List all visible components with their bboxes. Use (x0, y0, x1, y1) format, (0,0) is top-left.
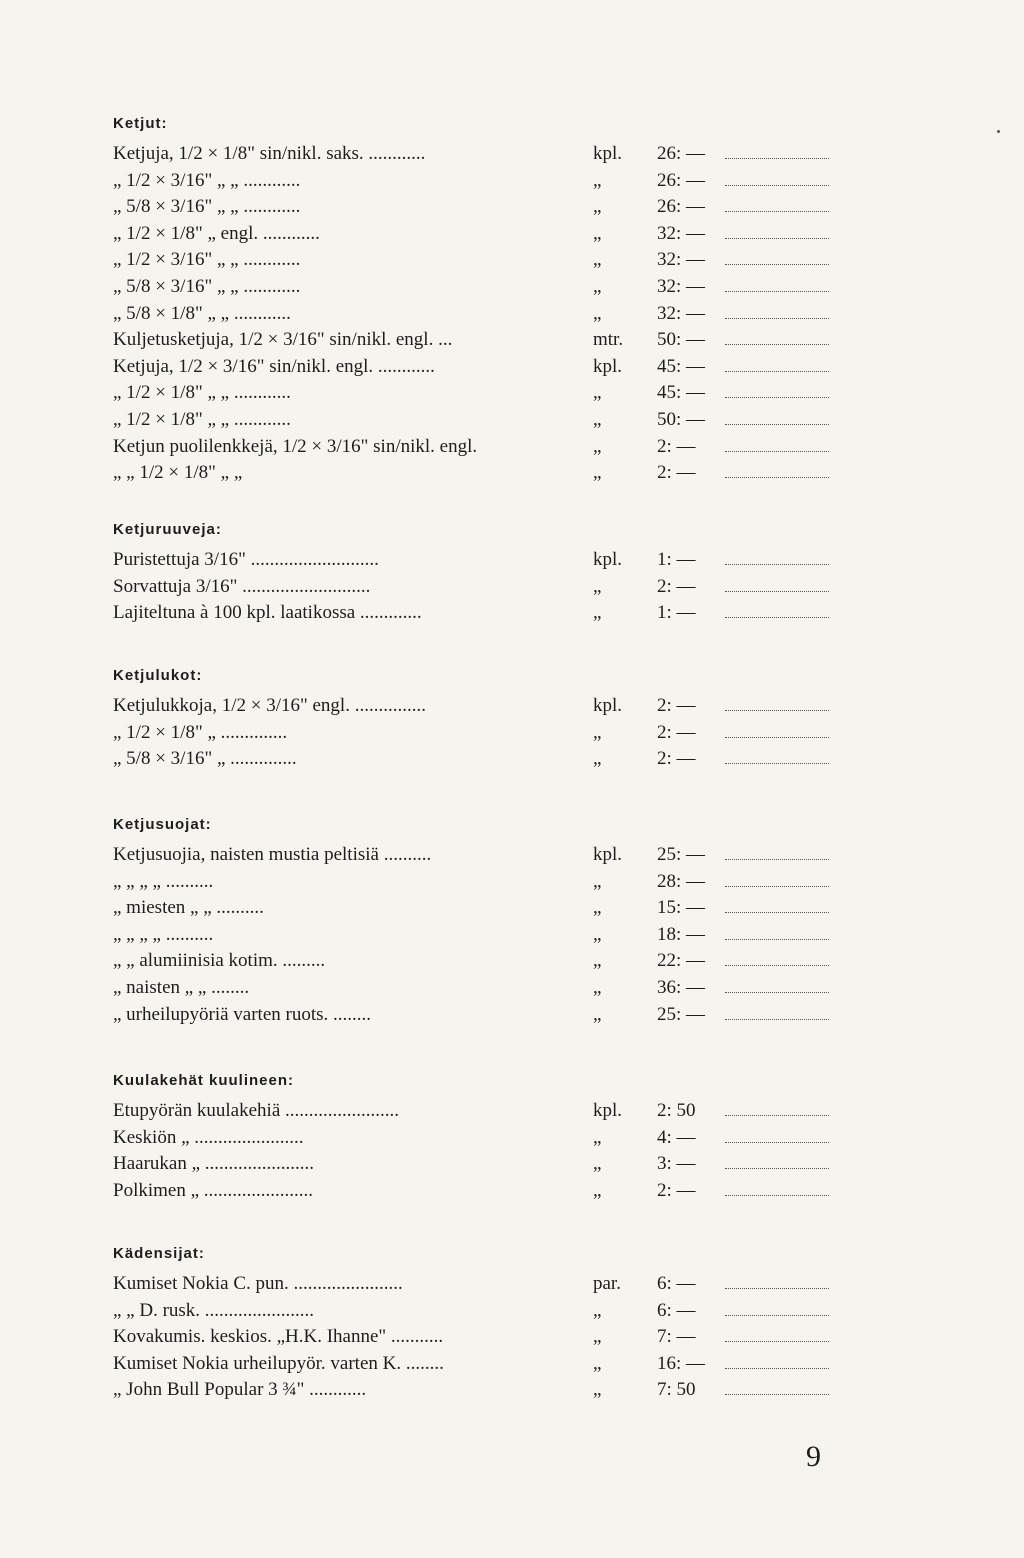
blank-dotted-line (725, 564, 829, 565)
item-unit: „ (593, 897, 602, 919)
item-description: „ 5/8 × 3/16" „ „ ............ (113, 275, 301, 297)
item-description: „ 1/2 × 1/8" „ .............. (113, 721, 288, 743)
item-price: 45: — (657, 355, 706, 377)
item-description: Ketjulukkoja, 1/2 × 3/16" engl. ............... (113, 695, 426, 716)
item-unit: „ (593, 976, 602, 998)
blank-dotted-line (725, 1115, 829, 1116)
item-price: 15: — (657, 897, 706, 919)
item-description: Kumiset Nokia C. pun. ....................... (113, 1273, 403, 1294)
blank-dotted-line (725, 318, 829, 319)
item-unit: „ (593, 1326, 602, 1348)
item-description: Ketjuja, 1/2 × 3/16" sin/nikl. engl. ............ (113, 355, 435, 377)
item-description: „ John Bull Popular 3 ¾" ............ (113, 1379, 367, 1401)
item-description: Haarukan „ ....................... (113, 1153, 315, 1175)
blank-dotted-line (725, 344, 829, 345)
item-price: 2: — (657, 748, 696, 770)
item-price: 2: — (657, 1179, 696, 1201)
section-kuulakehat (113, 1071, 833, 1204)
item-unit: par. (593, 1273, 621, 1294)
price-row (113, 547, 833, 574)
item-price: 7: — (657, 1326, 696, 1348)
item-price: 18: — (657, 923, 706, 945)
item-price: 2: 50 (657, 1100, 696, 1121)
price-row (113, 1271, 833, 1298)
item-unit: kpl. (593, 143, 623, 164)
item-unit: „ (593, 275, 602, 297)
blank-dotted-line (725, 185, 829, 186)
blank-dotted-line (725, 238, 829, 239)
item-unit: „ (593, 870, 602, 892)
item-description: Ketjuja, 1/2 × 1/8" sin/nikl. saks. ............ (113, 143, 426, 164)
price-row (113, 1002, 833, 1029)
item-price: 22: — (657, 950, 706, 972)
item-unit: „ (593, 923, 602, 945)
item-unit: „ (593, 1153, 602, 1175)
blank-dotted-line (725, 1394, 829, 1395)
item-price: 32: — (657, 222, 706, 244)
price-row (113, 301, 833, 328)
item-price: 4: — (657, 1126, 696, 1148)
item-price: 2: — (657, 435, 696, 457)
item-unit: „ (593, 1352, 602, 1374)
price-row (113, 1151, 833, 1178)
blank-dotted-line (725, 912, 829, 913)
item-description: „ „ alumiinisia kotim. ......... (113, 950, 326, 972)
item-price: 7: 50 (657, 1379, 696, 1401)
item-price: 1: — (657, 602, 696, 624)
blank-dotted-line (725, 859, 829, 860)
item-price: 26: — (657, 169, 706, 191)
blank-dotted-line (725, 710, 829, 711)
item-unit: „ (593, 169, 602, 191)
blank-dotted-line (725, 1142, 829, 1143)
item-price: 26: — (657, 143, 706, 164)
blank-dotted-line (725, 264, 829, 265)
section-kadensijat (113, 1244, 833, 1404)
item-price: 36: — (657, 976, 706, 998)
item-unit: kpl. (593, 549, 623, 570)
price-row (113, 354, 833, 381)
item-price: 16: — (657, 1352, 706, 1374)
price-row (113, 194, 833, 221)
price-row (113, 895, 833, 922)
blank-dotted-line (725, 1019, 829, 1020)
item-description: Kovakumis. keskios. „H.K. Ihanne" ........... (113, 1326, 444, 1348)
blank-dotted-line (725, 477, 829, 478)
item-price: 45: — (657, 382, 706, 404)
item-price: 2: — (657, 695, 696, 716)
price-row (113, 1324, 833, 1351)
blank-dotted-line (725, 1288, 829, 1289)
item-unit: „ (593, 1179, 602, 1201)
price-row (113, 1351, 833, 1378)
blank-dotted-line (725, 291, 829, 292)
price-row (113, 221, 833, 248)
item-description: „ 1/2 × 3/16" „ „ ............ (113, 249, 301, 271)
item-unit: „ (593, 408, 602, 430)
item-description: Ketjusuojia, naisten mustia peltisiä .......... (113, 844, 432, 865)
item-unit: „ (593, 575, 602, 597)
item-description: „ miesten „ „ .......... (113, 897, 264, 919)
item-description: „ 1/2 × 3/16" „ „ ............ (113, 169, 301, 191)
item-unit: „ (593, 462, 602, 484)
blank-dotted-line (725, 158, 829, 159)
item-description: Kuljetusketjuja, 1/2 × 3/16" sin/nikl. engl. ... (113, 329, 453, 351)
blank-dotted-line (725, 1168, 829, 1169)
item-price: 26: — (657, 196, 706, 218)
price-row (113, 693, 833, 720)
item-price: 6: — (657, 1273, 696, 1294)
item-unit: „ (593, 1126, 602, 1148)
item-description: Kumiset Nokia urheilupyör. varten K. ........ (113, 1352, 444, 1374)
item-description: Ketjun puolilenkkejä, 1/2 × 3/16" sin/nikl. engl. (113, 435, 478, 457)
item-unit: kpl. (593, 1100, 623, 1121)
item-unit: „ (593, 249, 602, 271)
item-description: „ „ 1/2 × 1/8" „ „ (113, 462, 243, 484)
blank-dotted-line (725, 1195, 829, 1196)
section-ketjusuojat (113, 815, 833, 1028)
item-description: „ 1/2 × 1/8" „ „ ............ (113, 408, 291, 430)
price-row (113, 274, 833, 301)
paper-speck (997, 130, 1000, 133)
section-ketjulukot (113, 666, 833, 773)
blank-dotted-line (725, 211, 829, 212)
item-description: „ urheilupyöriä varten ruots. ........ (113, 1003, 372, 1025)
item-description: „ 5/8 × 3/16" „ „ ............ (113, 196, 301, 218)
price-row (113, 1377, 833, 1404)
item-unit: „ (593, 222, 602, 244)
price-row (113, 948, 833, 975)
section-heading: Ketjulukot: (113, 667, 203, 684)
section-heading: Ketjut: (113, 115, 168, 132)
item-description: Keskiön „ ....................... (113, 1126, 304, 1148)
item-price: 25: — (657, 1003, 706, 1025)
price-row (113, 574, 833, 601)
blank-dotted-line (725, 992, 829, 993)
price-row (113, 746, 833, 773)
item-unit: mtr. (593, 329, 624, 351)
item-description: „ „ D. rusk. ....................... (113, 1299, 315, 1321)
item-price: 28: — (657, 870, 706, 892)
item-unit: „ (593, 1003, 602, 1025)
item-description: „ naisten „ „ ........ (113, 976, 250, 998)
item-unit: kpl. (593, 355, 623, 377)
item-price: 32: — (657, 249, 706, 271)
price-row (113, 1298, 833, 1325)
price-row (113, 327, 833, 354)
blank-dotted-line (725, 1315, 829, 1316)
item-price: 25: — (657, 844, 706, 865)
item-unit: kpl. (593, 695, 623, 716)
item-description: „ 5/8 × 1/8" „ „ ............ (113, 302, 291, 324)
item-unit: „ (593, 950, 602, 972)
blank-dotted-line (725, 397, 829, 398)
item-price: 32: — (657, 275, 706, 297)
section-ketjuruuveja (113, 520, 833, 627)
price-row (113, 869, 833, 896)
price-row (113, 168, 833, 195)
item-price: 50: — (657, 329, 706, 351)
item-description: Sorvattuja 3/16" ........................... (113, 575, 371, 597)
item-price: 32: — (657, 302, 706, 324)
price-row (113, 975, 833, 1002)
blank-dotted-line (725, 451, 829, 452)
page-number: 9 (806, 1440, 821, 1473)
blank-dotted-line (725, 1341, 829, 1342)
blank-dotted-line (725, 371, 829, 372)
blank-dotted-line (725, 591, 829, 592)
price-row (113, 600, 833, 627)
blank-dotted-line (725, 737, 829, 738)
item-description: Polkimen „ ....................... (113, 1179, 314, 1201)
item-description: „ 1/2 × 1/8" „ engl. ............ (113, 222, 320, 244)
blank-dotted-line (725, 424, 829, 425)
price-row (113, 460, 833, 487)
blank-dotted-line (725, 939, 829, 940)
item-price: 3: — (657, 1153, 696, 1175)
item-description: „ 5/8 × 3/16" „ .............. (113, 748, 297, 770)
item-unit: „ (593, 382, 602, 404)
blank-dotted-line (725, 617, 829, 618)
item-unit: kpl. (593, 844, 623, 865)
item-price: 50: — (657, 408, 706, 430)
item-price: 6: — (657, 1299, 696, 1321)
item-unit: „ (593, 1299, 602, 1321)
item-price: 1: — (657, 549, 696, 570)
item-price: 2: — (657, 462, 696, 484)
item-unit: „ (593, 196, 602, 218)
price-row (113, 1178, 833, 1205)
price-row (113, 141, 833, 168)
item-unit: „ (593, 748, 602, 770)
price-row (113, 842, 833, 869)
item-unit: „ (593, 302, 602, 324)
item-description: Puristettuja 3/16" ........................... (113, 549, 379, 570)
price-row (113, 247, 833, 274)
item-price: 2: — (657, 575, 696, 597)
item-unit: „ (593, 602, 602, 624)
item-price: 2: — (657, 721, 696, 743)
section-heading: Ketjusuojat: (113, 816, 212, 833)
section-heading: Kuulakehät kuulineen: (113, 1072, 295, 1089)
item-description: Etupyörän kuulakehiä ........................ (113, 1100, 400, 1121)
price-row (113, 407, 833, 434)
price-row (113, 380, 833, 407)
price-row (113, 720, 833, 747)
blank-dotted-line (725, 763, 829, 764)
blank-dotted-line (725, 1368, 829, 1369)
section-heading: Kädensijat: (113, 1245, 205, 1262)
item-description: „ „ „ „ .......... (113, 870, 214, 892)
item-unit: „ (593, 1379, 602, 1401)
section-heading: Ketjuruuveja: (113, 521, 222, 538)
price-row (113, 434, 833, 461)
price-row (113, 1098, 833, 1125)
item-unit: „ (593, 435, 602, 457)
item-description: „ 1/2 × 1/8" „ „ ............ (113, 382, 291, 404)
price-row (113, 922, 833, 949)
section-ketjut (113, 114, 833, 487)
item-description: „ „ „ „ .......... (113, 923, 214, 945)
blank-dotted-line (725, 965, 829, 966)
blank-dotted-line (725, 886, 829, 887)
item-description: Lajiteltuna à 100 kpl. laatikossa ............. (113, 602, 422, 624)
item-unit: „ (593, 721, 602, 743)
price-row (113, 1125, 833, 1152)
